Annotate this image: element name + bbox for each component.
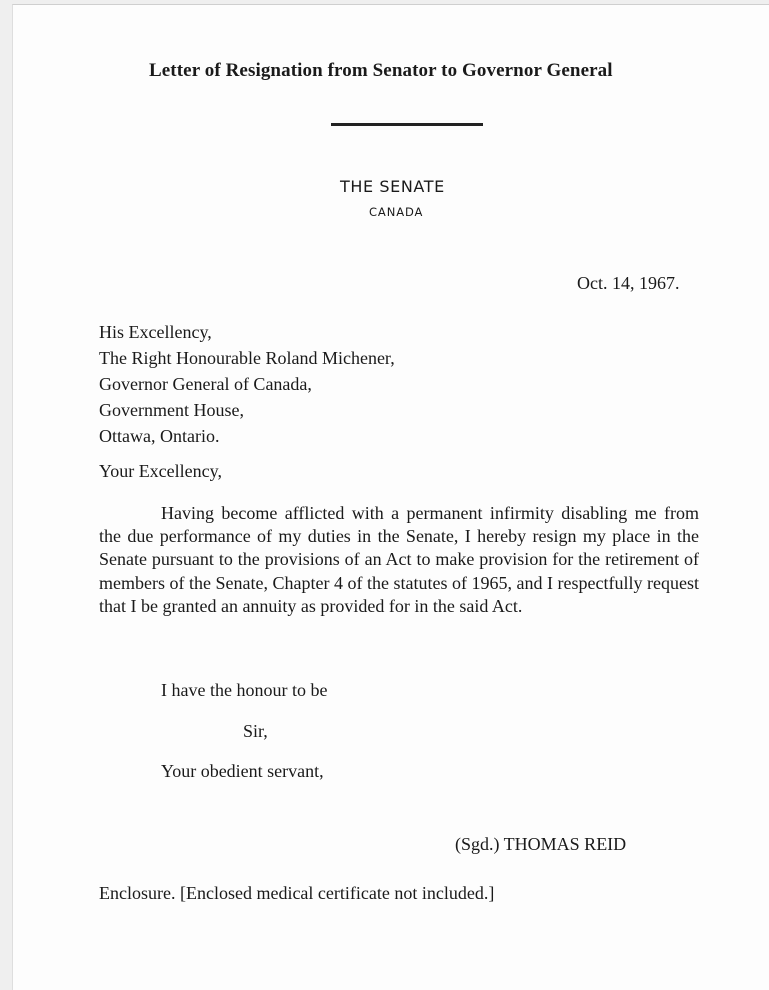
- address-line: Government House,: [99, 400, 244, 420]
- salutation: Your Excellency,: [99, 461, 222, 481]
- closing-sir: Sir,: [243, 721, 268, 741]
- closing-servant: Your obedient servant,: [161, 761, 324, 781]
- document-title: Letter of Resignation from Senator to Governor General: [149, 60, 613, 81]
- letter-date: Oct. 14, 1967.: [577, 273, 680, 293]
- closing-honour: I have the honour to be: [161, 680, 328, 700]
- address-line: The Right Honourable Roland Michener,: [99, 348, 395, 368]
- letter-page: [12, 4, 769, 990]
- recipient-address: [99, 319, 395, 449]
- signature: (Sgd.) THOMAS REID: [455, 834, 627, 854]
- letterhead-canada: CANADA: [369, 205, 424, 219]
- letterhead-senate: THE SENATE: [340, 177, 445, 196]
- address-line: Ottawa, Ontario.: [99, 426, 220, 446]
- letter-body: Having become afflicted with a permanent infirmity disabling me from the due performance of my duties in the Senate, I hereby resign my place in the Senate pursuant to the provisions of an Act to make provision for the retirement of members of the Senate, Chapter 4 of the statutes of 1965, and I respectfully request that I be granted an annuity as provided for in the said Act.: [99, 503, 699, 616]
- address-line: His Excellency,: [99, 322, 212, 342]
- address-line: Governor General of Canada,: [99, 374, 312, 394]
- title-divider: [331, 123, 483, 126]
- enclosure-note: Enclosure. [Enclosed medical certificate not included.]: [99, 883, 495, 903]
